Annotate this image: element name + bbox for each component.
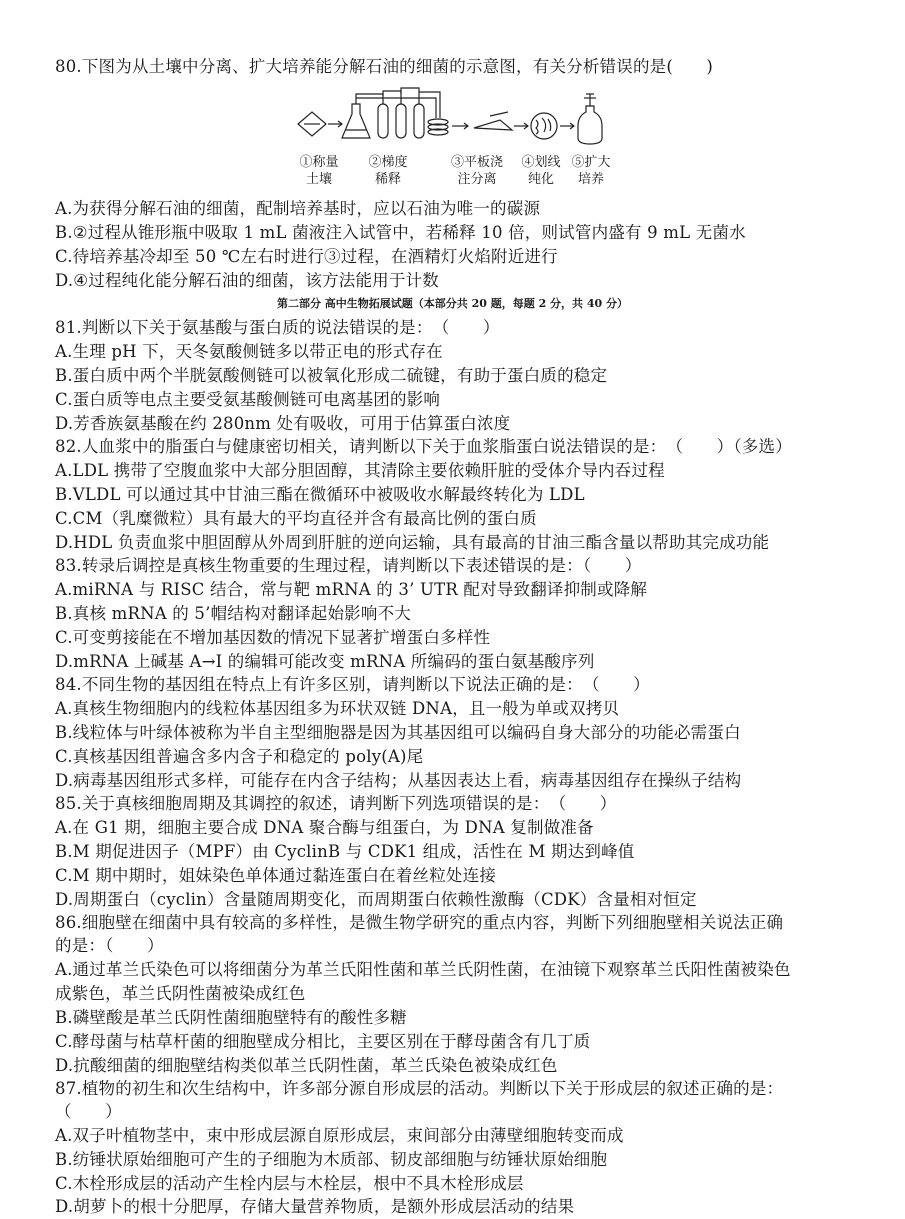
q83-stem: 83.转录后调控是真核生物重要的生理过程，请判断以下表述错误的是：（ ） (55, 556, 642, 575)
section-title: 第二部分 高中生物拓展试题（本部分共 20 题，每题 2 分，共 40 分） (276, 297, 629, 310)
q84-option-c: C.真核基因组普遍含多内含子和稳定的 poly(A)尾 (55, 747, 424, 766)
q87-option-b: B.纺锤状原始细胞可产生的子细胞为木质部、韧皮部细胞与纺锤状原始细胞 (55, 1150, 608, 1169)
q82-option-b: B.VLDL 可以通过其中甘油三酯在微循环中被吸收水解最终转化为 LDL (55, 485, 585, 504)
q85-option-d: D.周期蛋白（cyclin）含量随周期变化，而周期蛋白依赖性激酶（CDK）含量相对恒定 (55, 890, 697, 909)
q86-option-c: C.酵母菌与枯草杆菌的细胞壁成分相比，主要区别在于酵母菌含有几丁质 (55, 1032, 591, 1051)
q81-option-b: B.蛋白质中两个半胱氨酸侧链可以被氧化形成二硫键，有助于蛋白质的稳定 (55, 366, 608, 385)
q80-option-b: B.②过程从锥形瓶中吸取 1 mL 菌液注入试管中，若稀释 10 倍，则试管内盛有 9 mL 无菌水 (55, 223, 746, 242)
q80-option-a: A.为获得分解石油的细菌，配制培养基时，应以石油为唯一的碳源 (55, 199, 541, 218)
q86-option-a-cont: 成紫色，革兰氏阴性菌被染成红色 (55, 984, 306, 1003)
q83-option-d: D.mRNA 上碱基 A→I 的编辑可能改变 mRNA 所编码的蛋白氨基酸序列 (55, 652, 595, 671)
q86-option-d: D.抗酸细菌的细胞壁结构类似革兰氏阴性菌，革兰氏染色被染成红色 (55, 1056, 558, 1075)
q84-stem: 84.不同生物的基因组在特点上有许多区别，请判断以下说法正确的是： （ ） (55, 675, 650, 694)
q87-stem-line1: 87.植物的初生和次生结构中，许多部分源自形成层的活动。判断以下关于形成层的叙述正确的是： (55, 1079, 784, 1098)
q86-option-b: B.磷壁酸是革兰氏阴性菌细胞壁特有的酸性多糖 (55, 1008, 407, 1027)
q87-option-d: D.胡萝卜的根十分肥厚，存储大量营养物质，是额外形成层活动的结果 (55, 1197, 575, 1216)
q85-option-c: C.M 期中期时，姐妹染色单体通过黏连蛋白在着丝粒处连接 (55, 866, 497, 885)
figure-label-5-line2: 培养 (577, 172, 604, 187)
q86-stem-line2: 的是：（ ） (55, 936, 164, 955)
q81-option-a: A.生理 pH 下，天冬氨酸侧链多以带正电的形式存在 (55, 342, 443, 361)
q87-stem-line2: （ ） (55, 1102, 122, 1121)
figure-label-2-line1: ②梯度 (368, 155, 408, 170)
figure-label-1-line1: ①称量 (299, 155, 339, 170)
figure-label-3 (446, 154, 508, 188)
figure-label-3-line2: 注分离 (457, 172, 497, 187)
q85-stem: 85.关于真核细胞周期及其调控的叙述，请判断下列选项错误的是： （ ） (55, 794, 617, 813)
q82-option-c: C.CM（乳糜微粒）具有最大的平均直径并含有最高比例的蛋白质 (55, 509, 537, 528)
q87-option-a: A.双子叶植物茎中，束中形成层源自原形成层，束间部分由薄壁细胞转变而成 (55, 1126, 624, 1145)
figure-label-4-line2: 纯化 (527, 172, 554, 187)
figure-label-4-line1: ④划线 (521, 155, 561, 170)
figure-label-1 (294, 154, 344, 188)
q80-diagram (290, 86, 630, 156)
q87-option-c: C.木栓形成层的活动产生栓内层与木栓层，根中不具木栓形成层 (55, 1174, 524, 1193)
figure-label-5 (566, 154, 616, 188)
q81-option-d: D.芳香族氨基酸在约 280nm 处有吸收，可用于估算蛋白浓度 (55, 414, 511, 433)
q83-option-a: A.miRNA 与 RISC 结合，常与靶 mRNA 的 3’ UTR 配对导致翻译抑制或降解 (55, 580, 648, 599)
q86-option-a: A.通过革兰氏染色可以将细菌分为革兰氏阳性菌和革兰氏阴性菌，在油镜下观察革兰氏阳性菌被染色 (55, 960, 791, 979)
figure-label-2-line2: 稀释 (374, 172, 401, 187)
figure-label-2 (360, 154, 416, 188)
figure-label-5-line1: ⑤扩大 (571, 155, 611, 170)
q80-option-c: C.待培养基冷却至 50 ℃左右时进行③过程，在酒精灯火焰附近进行 (55, 247, 558, 266)
q84-option-a: A.真核生物细胞内的线粒体基因组多为环状双链 DNA，且一般为单或双拷贝 (55, 699, 620, 718)
q80-stem: 80.下图为从土壤中分离、扩大培养能分解石油的细菌的示意图，有关分析错误的是( ) (55, 57, 714, 76)
figure-label-1-line2: 土壤 (305, 172, 332, 187)
q83-option-c: C.可变剪接能在不增加基因数的情况下显著扩增蛋白多样性 (55, 628, 491, 647)
q84-option-d: D.病毒基因组形式多样，可能存在内含子结构；从基因表达上看，病毒基因组存在操纵子结构 (55, 771, 742, 790)
q82-option-a: A.LDL 携带了空腹血浆中大部分胆固醇，其清除主要依赖肝脏的受体介导内吞过程 (55, 461, 665, 480)
q85-option-a: A.在 G1 期，细胞主要合成 DNA 聚合酶与组蛋白，为 DNA 复制做准备 (55, 818, 594, 837)
q82-stem: 82.人血浆中的脂蛋白与健康密切相关，请判断以下关于血浆脂蛋白说法错误的是： （ ）（多选） (55, 437, 792, 456)
q80-option-d: D.④过程纯化能分解石油的细菌，该方法能用于计数 (55, 271, 439, 290)
q80-figure (290, 86, 630, 194)
q83-option-b: B.真核 mRNA 的 5’帽结构对翻译起始影响不大 (55, 604, 411, 623)
q81-option-c: C.蛋白质等电点主要受氨基酸侧链可电离基团的影响 (55, 390, 441, 409)
q84-option-b: B.线粒体与叶绿体被称为半自主型细胞器是因为其基因组可以编码自身大部分的功能必需蛋白 (55, 723, 741, 742)
figure-label-4 (516, 154, 566, 188)
q86-stem-line1: 86.细胞壁在细菌中具有较高的多样性，是微生物学研究的重点内容，判断下列细胞壁相关说法正确 (55, 913, 784, 932)
q82-option-d: D.HDL 负责血浆中胆固醇从外周到肝脏的逆向运输，具有最高的甘油三酯含量以帮助其完成功能 (55, 533, 770, 552)
figure-label-3-line1: ③平板浇 (450, 155, 503, 170)
q85-option-b: B.M 期促进因子（MPF）由 CyclinB 与 CDK1 组成，活性在 M 期达到峰值 (55, 842, 635, 861)
q81-stem: 81.判断以下关于氨基酸与蛋白质的说法错误的是： （ ） (55, 318, 500, 337)
